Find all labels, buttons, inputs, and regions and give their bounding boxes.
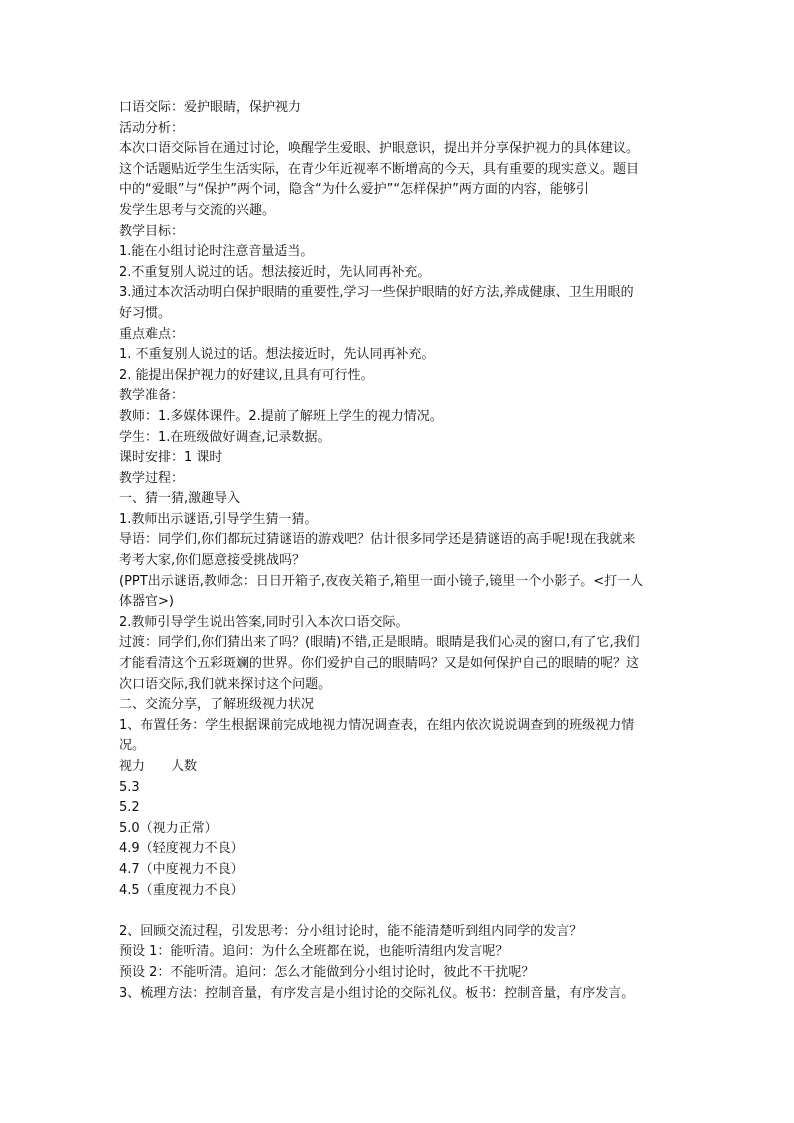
text-line: 2、回顾交流过程，引发思考：分小组讨论时，能不能清楚听到组内同学的发言？ <box>119 923 583 939</box>
text-line: 教学准备： <box>119 388 185 404</box>
text-line: 体器官>) <box>119 594 174 610</box>
text-line: 本次口语交际旨在通过讨论，唤醒学生爱眼、护眼意识，提出并分享保护视力的具体建议。 <box>119 141 640 157</box>
text-line: 1、布置任务：学生根据课前完成地视力情况调查表，在组内依次说说调查到的班级视力情 <box>119 717 635 733</box>
document-tail <box>119 922 679 1004</box>
count-column-header: 人数 <box>171 759 198 774</box>
text-line: 次口语交际,我们就来探讨这个问题。 <box>119 676 332 692</box>
text-line: 好习惯。 <box>119 305 172 321</box>
text-line: 一、猜一猜,激趣导入 <box>119 491 241 507</box>
text-line: 口语交际：爱护眼睛，保护视力 <box>119 100 302 115</box>
text-line: 重点难点： <box>119 326 185 342</box>
text-line: 况。 <box>119 738 146 754</box>
text-line: 发学生思考与交流的兴趣。 <box>119 202 276 218</box>
text-line: 教师：1.多媒体课件。2.提前了解班上学生的视力情况。 <box>119 408 443 424</box>
text-line: 这个话题贴近学生生活实际，在青少年近视率不断增高的今天，具有重要的现实意义。题目 <box>119 161 640 177</box>
text-line: 考考大家,你们愿意接受挑战吗？ <box>119 553 306 569</box>
text-line: 2. 能提出保护视力的好建议,且具有可行性。 <box>119 367 374 383</box>
text-line: (PPT出示谜语,教师念：日日开箱子,夜夜关箱子,箱里一面小镜子,镜里一个小影子。<打一人 <box>119 573 644 589</box>
text-line: 预设 2：不能听清。追问：怎么才能做到分小组讨论时，彼此不干扰呢？ <box>119 964 535 980</box>
text-line: 3.通过本次活动明白保护眼睛的重要性,学习一些保护眼睛的好方法,养成健康、卫生用眼的 <box>119 285 634 301</box>
vision-table-row: 4.9（轻度视力不良） <box>119 841 244 857</box>
text-line: 活动分析： <box>119 120 185 136</box>
text-line: 过渡：同学们,你们猜出来了吗？(眼睛)不错,正是眼睛。眼睛是我们心灵的窗口,有了它,我们 <box>119 635 640 651</box>
text-line: 导语：同学们,你们都玩过猜谜语的游戏吧？估计很多同学还是猜谜语的高手呢!现在我就来 <box>119 532 636 548</box>
vision-table-row: 4.7（中度视力不良） <box>119 861 244 877</box>
text-line: 1.教师出示谜语,引导学生猜一猜。 <box>119 511 318 527</box>
text-line: 学生：1.在班级做好调查,记录数据。 <box>119 429 331 445</box>
document-page <box>119 98 679 1004</box>
vision-column-header: 视力 <box>119 759 146 774</box>
text-line: 预设 1：能听清。追问：为什么全班都在说，也能听清组内发言呢？ <box>119 944 509 960</box>
vision-table-row: 5.0（视力正常） <box>119 820 218 836</box>
text-line: 教学目标： <box>119 223 185 239</box>
text-line: 1. 不重复别人说过的话。想法接近时，先认同再补充。 <box>119 347 435 363</box>
document-body <box>119 98 679 757</box>
text-line: 二、交流分享，了解班级视力状况 <box>119 697 315 713</box>
text-line: 中的“爱眼”与“保护”两个词，隐含“为什么爱护”“怎样保护”两方面的内容，能够引 <box>119 182 589 198</box>
vision-table-rows <box>119 778 679 902</box>
vision-table-row: 5.2 <box>119 800 140 816</box>
text-line: 2.教师引导学生说出答案,同时引入本次口语交际。 <box>119 614 409 630</box>
vision-table-header <box>119 757 679 778</box>
text-line: 3、梳理方法：控制音量，有序发言是小组讨论的交际礼仪。板书：控制音量，有序发言。 <box>119 985 635 1001</box>
text-line: 2.不重复别人说过的话。想法接近时，先认同再补充。 <box>119 264 431 280</box>
text-line: 教学过程： <box>119 470 185 486</box>
text-line: 1.能在小组讨论时注意音量适当。 <box>119 244 314 260</box>
blank-line <box>119 901 679 922</box>
vision-table-row: 4.5（重度视力不良） <box>119 882 244 898</box>
text-line: 课时安排：1 课时 <box>119 450 223 466</box>
text-line: 才能看清这个五彩斑斓的世界。你们爱护自己的眼睛吗？又是如何保护自己的眼睛的呢？这 <box>119 656 640 672</box>
vision-table-row: 5.3 <box>119 779 140 795</box>
